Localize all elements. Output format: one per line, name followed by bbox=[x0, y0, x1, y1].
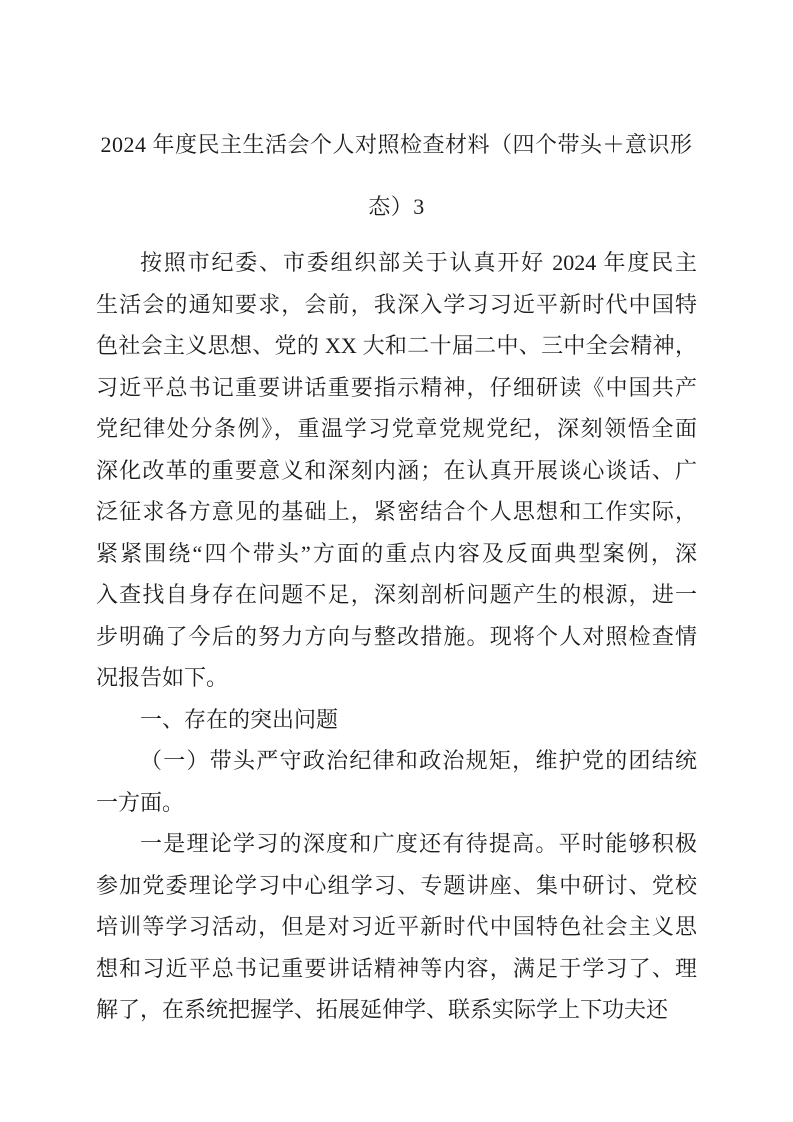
text-line: 参加党委理论学习中心组学习、专题讲座、集中研讨、党校 bbox=[96, 872, 697, 898]
text-line: （一）带头严守政治纪律和政治规矩，维护党的团结统 bbox=[140, 748, 697, 773]
text-line: 解了，在系统把握学、拓展延伸学、联系实际学上下功夫还 bbox=[96, 997, 669, 1022]
text-line: 生活会的通知要求，会前，我深入学习习近平新时代中国特 bbox=[96, 291, 697, 317]
text-line: 一方面。 bbox=[96, 789, 185, 815]
text-line: 色社会主义思想、党的 XX 大和二十届二中、三中全会精神， bbox=[96, 333, 697, 358]
text-line: 步明确了今后的努力方向与整改措施。现将个人对照检查情 bbox=[96, 623, 697, 649]
text-line: 入查找自身存在问题不足，深刻剖析问题产生的根源，进一 bbox=[96, 582, 697, 607]
paragraph-opening bbox=[96, 242, 697, 699]
subsection-heading-political-discipline bbox=[96, 740, 697, 823]
text-line: 泛征求各方意见的基础上，紧密结合个人思想和工作实际， bbox=[96, 499, 697, 524]
text-line: 深化改革的重要意义和深刻内涵；在认真开展谈心谈话、广 bbox=[96, 457, 697, 483]
text-line: 况报告如下。 bbox=[96, 665, 229, 690]
paragraph-theory-study-issue bbox=[96, 823, 697, 1031]
text-line: 一是理论学习的深度和广度还有待提高。平时能够积极 bbox=[140, 831, 697, 856]
text-line: 一、存在的突出问题 bbox=[140, 706, 339, 732]
text-line: 按照市纪委、市委组织部关于认真开好 2024 年度民主 bbox=[140, 250, 697, 275]
text-line: 想和习近平总书记重要讲话精神等内容，满足于学习了、理 bbox=[96, 955, 697, 981]
text-line: 习近平总书记重要讲话重要指示精神，仔细研读《中国共产 bbox=[96, 374, 697, 400]
document-body bbox=[96, 242, 697, 1031]
section-heading-problems bbox=[96, 699, 697, 741]
text-line: 紧紧围绕“四个带头”方面的重点内容及反面典型案例，深 bbox=[96, 540, 697, 566]
text-line: 党纪律处分条例》，重温学习党章党规党纪，深刻领悟全面 bbox=[96, 416, 697, 441]
document-title: 2024 年度民主生活会个人对照检查材料（四个带头＋意识形态）3 bbox=[100, 132, 693, 219]
text-line: 培训等学习活动，但是对习近平新时代中国特色社会主义思 bbox=[96, 914, 697, 939]
